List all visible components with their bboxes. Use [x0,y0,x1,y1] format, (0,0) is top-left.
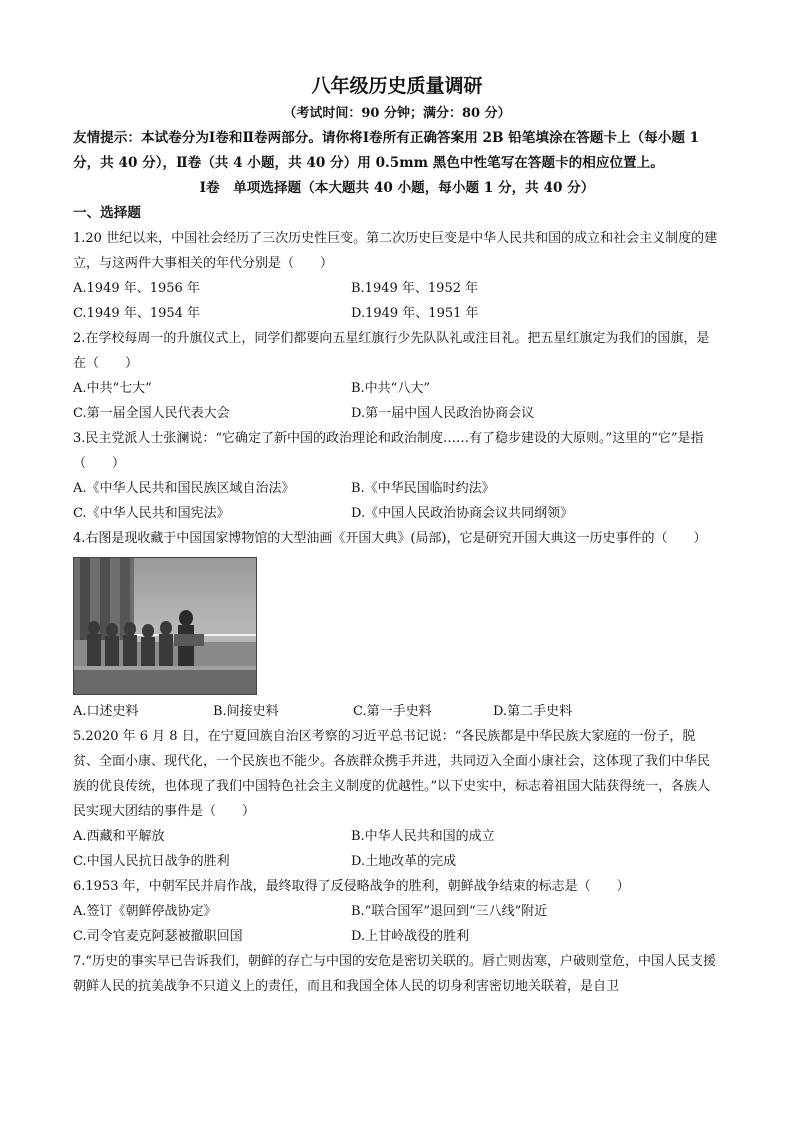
exam-info: （考试时间：90 分钟；满分：80 分） [283,106,511,121]
question-4: 4.右图是现收藏于中国国家博物馆的大型油画《开国大典》(局部)，它是研究开国大典这一历史事件的（ ） [73,531,707,546]
question-7: 7.“历史的事实早已告诉我们，朝鲜的存亡与中国的安危是密切关联的。唇亡则齿寒，户破则堂危，中国人民支援朝鲜人民的抗美战争不只道义上的责任，而且和我国全体人民的切身利害密切地关联着，是自卫 [73,954,717,994]
option-c: C.中国人民抗日战争的胜利 [73,854,230,869]
page-title: 八年级历史质量调研 [311,75,483,97]
question-6: 6.1953 年，中朝军民并肩作战，最终取得了反侵略战争的胜利，朝鲜战争结束的标志是（ ） [73,879,630,894]
question-5-options [73,824,721,874]
option-b: B.中共“八大” [351,381,430,396]
question-2-options [73,376,721,426]
option-b: B.“联合国军”退回到“三八线”附近 [351,904,548,919]
question-3-options [73,476,721,526]
section-subheading: 一、选择题 [73,205,141,221]
option-c: C.司令官麦克阿瑟被撤职回国 [73,929,243,944]
option-a: A.签订《朝鲜停战协定》 [73,904,217,919]
option-a: A.中共“七大” [73,381,152,396]
instructions-notice: 友情提示：本试卷分为Ⅰ卷和Ⅱ卷两部分。请你将Ⅰ卷所有正确答案用 2B 铅笔填涂在答题卡上（每小题 1 分，共 40 分），Ⅱ卷（共 4 小题，共 40 分）用 0.5mm 黑色中性笔写在答题卡的相应位置上。 [73,130,700,171]
option-b: B.《中华民国临时约法》 [351,481,495,496]
painting-image [73,557,257,695]
question-2: 2.在学校每周一的升旗仪式上，同学们都要向五星红旗行少先队队礼或注目礼。把五星红旗定为我们的国旗，是在（ ） [73,331,710,371]
question-1-options [73,276,721,326]
exam-page [73,70,721,999]
option-b: B.1949 年、1952 年 [351,281,479,296]
section-heading: Ⅰ卷 单项选择题（本大题共 40 小题，每小题 1 分，共 40 分） [199,180,595,196]
option-a: A.《中华人民共和国民族区域自治法》 [73,481,295,496]
option-c: C.第一手史料 [353,704,432,719]
option-d: D.土地改革的完成 [351,854,457,869]
option-a: A.1949 年、1956 年 [73,281,200,296]
option-d: D.上甘岭战役的胜利 [351,929,470,944]
question-6-options [73,899,721,949]
option-b: B.间接史料 [213,704,279,719]
question-5: 5.2020 年 6 月 8 日，在宁夏回族自治区考察的习近平总书记说：“各民族都是中华民族大家庭的一份子，脱贫、全面小康、现代化，一个民族也不能少。各族群众携手并进，共同迈入全面小康社会，这体现了我们中华民族的优良传统，也体现了我们中国特色社会主义制度的优越性。”以下史实中，标志着祖国大陆获得统一，各族人民实现大团结的事件是（ ） [73,729,711,819]
option-d: D.1949 年、1951 年 [351,306,479,321]
option-c: C.第一届全国人民代表大会 [73,406,230,421]
option-b: B.中华人民共和国的成立 [351,829,495,844]
question-1: 1.20 世纪以来，中国社会经历了三次历史性巨变。第二次历史巨变是中华人民共和国的成立和社会主义制度的建立，与这两件大事相关的年代分别是（ ） [73,231,718,271]
question-4-options [73,699,721,724]
option-a: A.口述史料 [73,704,139,719]
option-a: A.西藏和平解放 [73,829,165,844]
option-c: C.《中华人民共和国宪法》 [73,506,230,521]
question-3: 3.民主党派人士张澜说：“它确定了新中国的政治理论和政治制度……有了稳步建设的大原则。”这里的“它”是指（ ） [73,431,704,471]
option-c: C.1949 年、1954 年 [73,306,201,321]
founding-ceremony-painting-icon [74,558,256,694]
option-d: D.第二手史料 [493,704,573,719]
option-d: D.第一届中国人民政治协商会议 [351,406,535,421]
option-d: D.《中国人民政治协商会议共同纲领》 [351,506,574,521]
